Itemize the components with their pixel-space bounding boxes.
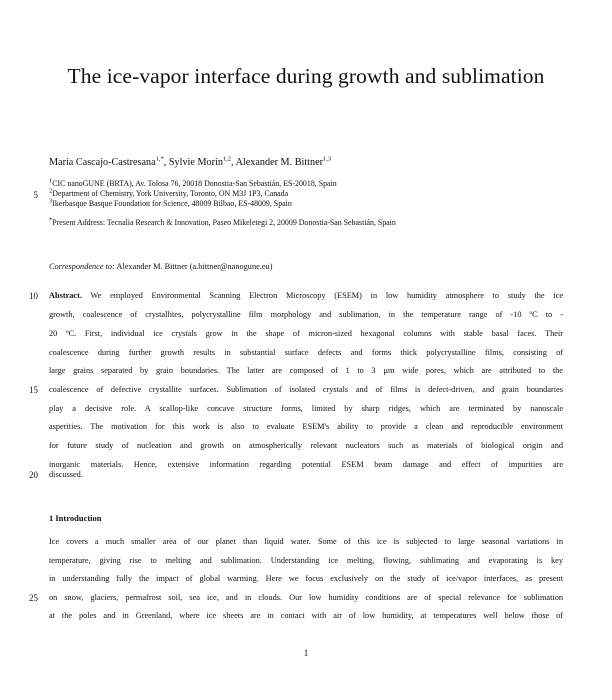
intro-line: Ice covers a much smaller area of our planet than liquid water. Some of this ice is subjected to large seasonal variations in (49, 537, 563, 546)
affiliation (49, 199, 292, 208)
line-number: 5 (33, 190, 38, 200)
abstract-line: play a decisive role. A scallop-like concave structure forms, limited by sharp ridges, which are terminated by nanoscale (49, 404, 563, 413)
line-number: 20 (29, 470, 38, 480)
affiliation-marker: 3 (49, 197, 53, 205)
abstract-line: coalescence during further growth results in substantial surface defects and forms thick polycrystalline films, consisting of (49, 348, 563, 357)
affiliation-text: Present Address: Tecnalia Research & Innovation, Paseo Mikeletegi 2, 20009 Donostia-San Sebastián, Spain (52, 218, 396, 227)
page-number: 1 (303, 648, 309, 658)
affiliation-text: Ikerbasque Basque Foundation for Science, 48009 Bilbao, ES-48009, Spain (52, 199, 292, 208)
paper-title: The ice-vapor interface during growth and sublimation (67, 64, 545, 88)
author-separator: , (163, 157, 169, 168)
intro-line: temperature, giving rise to melting and sublimation. Understanding ice melting, flowing, sublimating and evaporating is key (49, 556, 563, 565)
correspondence-label: Correspondence to: (49, 262, 115, 271)
abstract-line (49, 291, 563, 300)
abstract-label: Abstract. (49, 291, 82, 300)
affiliation-marker: * (49, 216, 53, 224)
author-list (49, 157, 331, 168)
abstract-line: for future study of nucleation and growth on atmospherically relevant nucleators such as materials of biological origin and (49, 441, 563, 450)
author-affiliation-marker: 1,* (155, 155, 164, 163)
abstract-line: growth, coalescence of crystallites, polycrystalline film morphology and sublimation, in the temperature range of -10 ºC to - (49, 310, 563, 319)
intro-line: on snow, glaciers, permafrost soil, sea ice, and in clouds. Our low humidity conditions are of special relevance for sublimation (49, 593, 563, 602)
abstract-line: 20 ºC. First, individual ice crystals grow in the shape of micron-sized hexagonal columns with stable basal faces. Their (49, 329, 563, 338)
correspondence-text: Alexander M. Bittner (a.bittner@nanogune.eu) (114, 262, 273, 271)
affiliation-text: Department of Chemistry, York University, Toronto, ON M3J 1P3, Canada (52, 189, 289, 198)
author-name: Sylvie Morin (168, 157, 223, 168)
author-name: Maria Cascajo-Castresana (49, 157, 156, 168)
affiliation-marker: 1 (49, 177, 53, 185)
affiliation-marker: 2 (49, 187, 53, 195)
intro-line: at the poles and in Greenland, where ice sheets are in contact with air of low humidity, at temperatures well below those of (49, 611, 563, 620)
affiliation (49, 179, 337, 188)
abstract-line: asperities. The motivation for this work is also to evaluate ESEM's ability to provide a clean and reproducible environment (49, 422, 563, 431)
affiliation-text: CIC nanoGUNE (BRTA), Av. Tolosa 76, 20018 Donostia-San Sebastián, ES-20018, Spain (52, 179, 337, 188)
author-affiliation-marker: 1,2 (222, 155, 232, 163)
abstract-line: discussed. (49, 470, 83, 479)
abstract-text: We employed Environmental Scanning Electron Microscopy (ESEM) in low humidity atmosphere to study the ice (81, 291, 563, 300)
line-number: 10 (29, 291, 38, 301)
affiliation (49, 218, 396, 227)
abstract-line: coalescence of defective crystallite surfaces. Sublimation of isolated crystals and of films is defect-driven, and grain boundaries (49, 385, 563, 394)
author-separator: , (231, 157, 236, 168)
intro-line: in understanding fully the impact of global warming. Here we focus exclusively on the study of ice/vapor interfaces, as present (49, 574, 563, 583)
correspondence (49, 262, 272, 271)
section-heading: 1 Introduction (49, 513, 102, 523)
abstract-line: inorganic materials. Hence, extensive information regarding potential ESEM beam damage and effect of impurities are (49, 460, 563, 469)
line-number: 15 (29, 385, 38, 395)
author-name: Alexander M. Bittner (235, 157, 323, 168)
author-affiliation-marker: 1,3 (323, 155, 332, 163)
line-number: 25 (29, 593, 38, 603)
affiliation (49, 189, 288, 198)
abstract-line: large grains separated by grain boundaries. The latter are composed of 1 to 3 µm wide pores, which are attributed to the (49, 366, 563, 375)
